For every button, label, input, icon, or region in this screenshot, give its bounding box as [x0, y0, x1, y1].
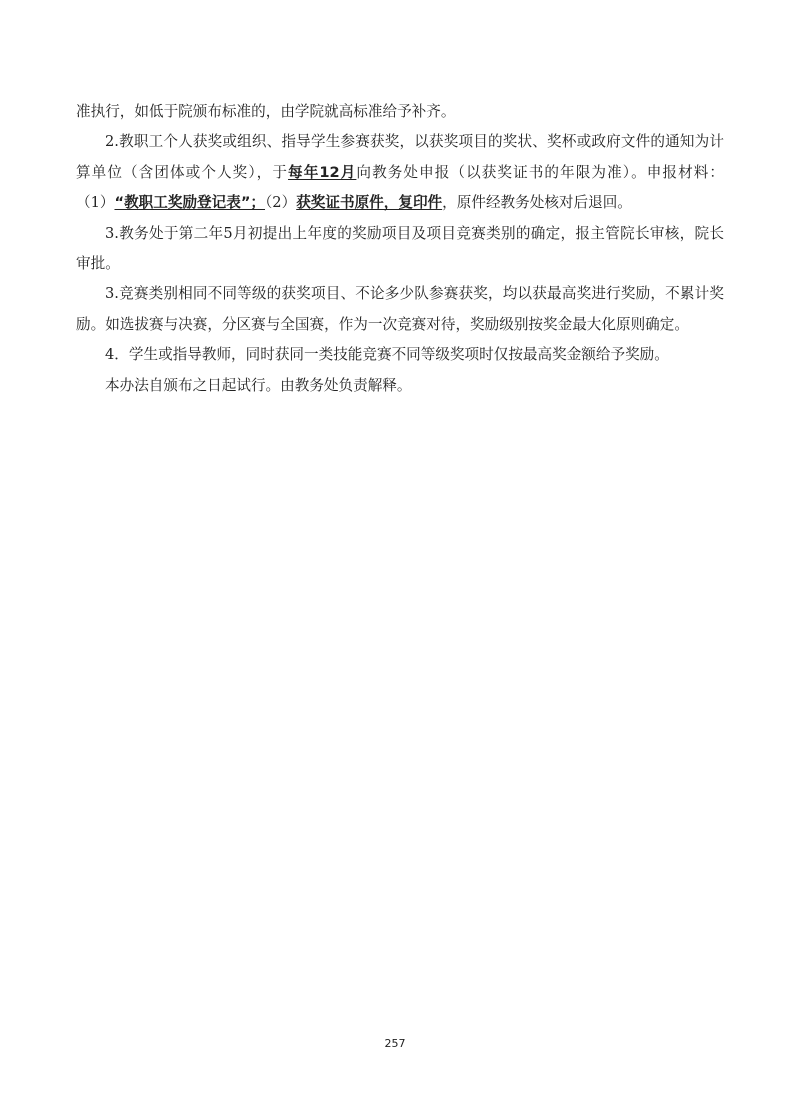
paragraph-item-4: 4．学生或指导教师，同时获同一类技能竞赛不同等级奖项时仅按最高奖金额给予奖励。 — [105, 346, 669, 364]
page-number: 257 — [384, 1037, 406, 1050]
certificate-emphasis: 获奖证书原件，复印件 — [296, 194, 443, 212]
paragraph-item-3a: 3.教务处于第二年5月初提出上年度的奖励项目及项目竞赛类别的确定，报主管院长审核，院长审批。 — [76, 224, 724, 273]
paragraph-continuation: 准执行，如低于院颁布标准的，由学院就高标准给予补齐。 — [76, 103, 456, 120]
deadline-emphasis: 每年12月 — [288, 163, 357, 181]
paragraph-text: 2.教职工个人获奖或组织、指导学生参赛获奖，以获奖项目的奖状、奖杯或政府文件的通知为计算单位（含团体或个人奖），于 — [76, 133, 724, 181]
paragraph-text: ，原件经教务处核对后退回。 — [442, 194, 632, 212]
paragraph-item-3b: 3.竞赛类别相同不同等级的获奖项目、不论多少队参赛获奖，均以获最高奖进行奖励，不累计奖励。如选拔赛与决赛，分区赛与全国赛，作为一次竞赛对待，奖励级别按奖金最大化原则确定。 — [76, 285, 724, 333]
paragraph-item-2 — [76, 127, 724, 218]
form-name-emphasis: “教职工奖励登记表”； — [114, 194, 266, 212]
paragraph-closing: 本办法自颁布之日起试行。由教务处负责解释。 — [105, 376, 412, 394]
document-body — [76, 97, 724, 401]
paragraph-text: 向教务处申报（以获奖证书的年限为准）。申报材料：（1） — [76, 163, 725, 212]
paragraph-text: （2） — [265, 194, 297, 212]
